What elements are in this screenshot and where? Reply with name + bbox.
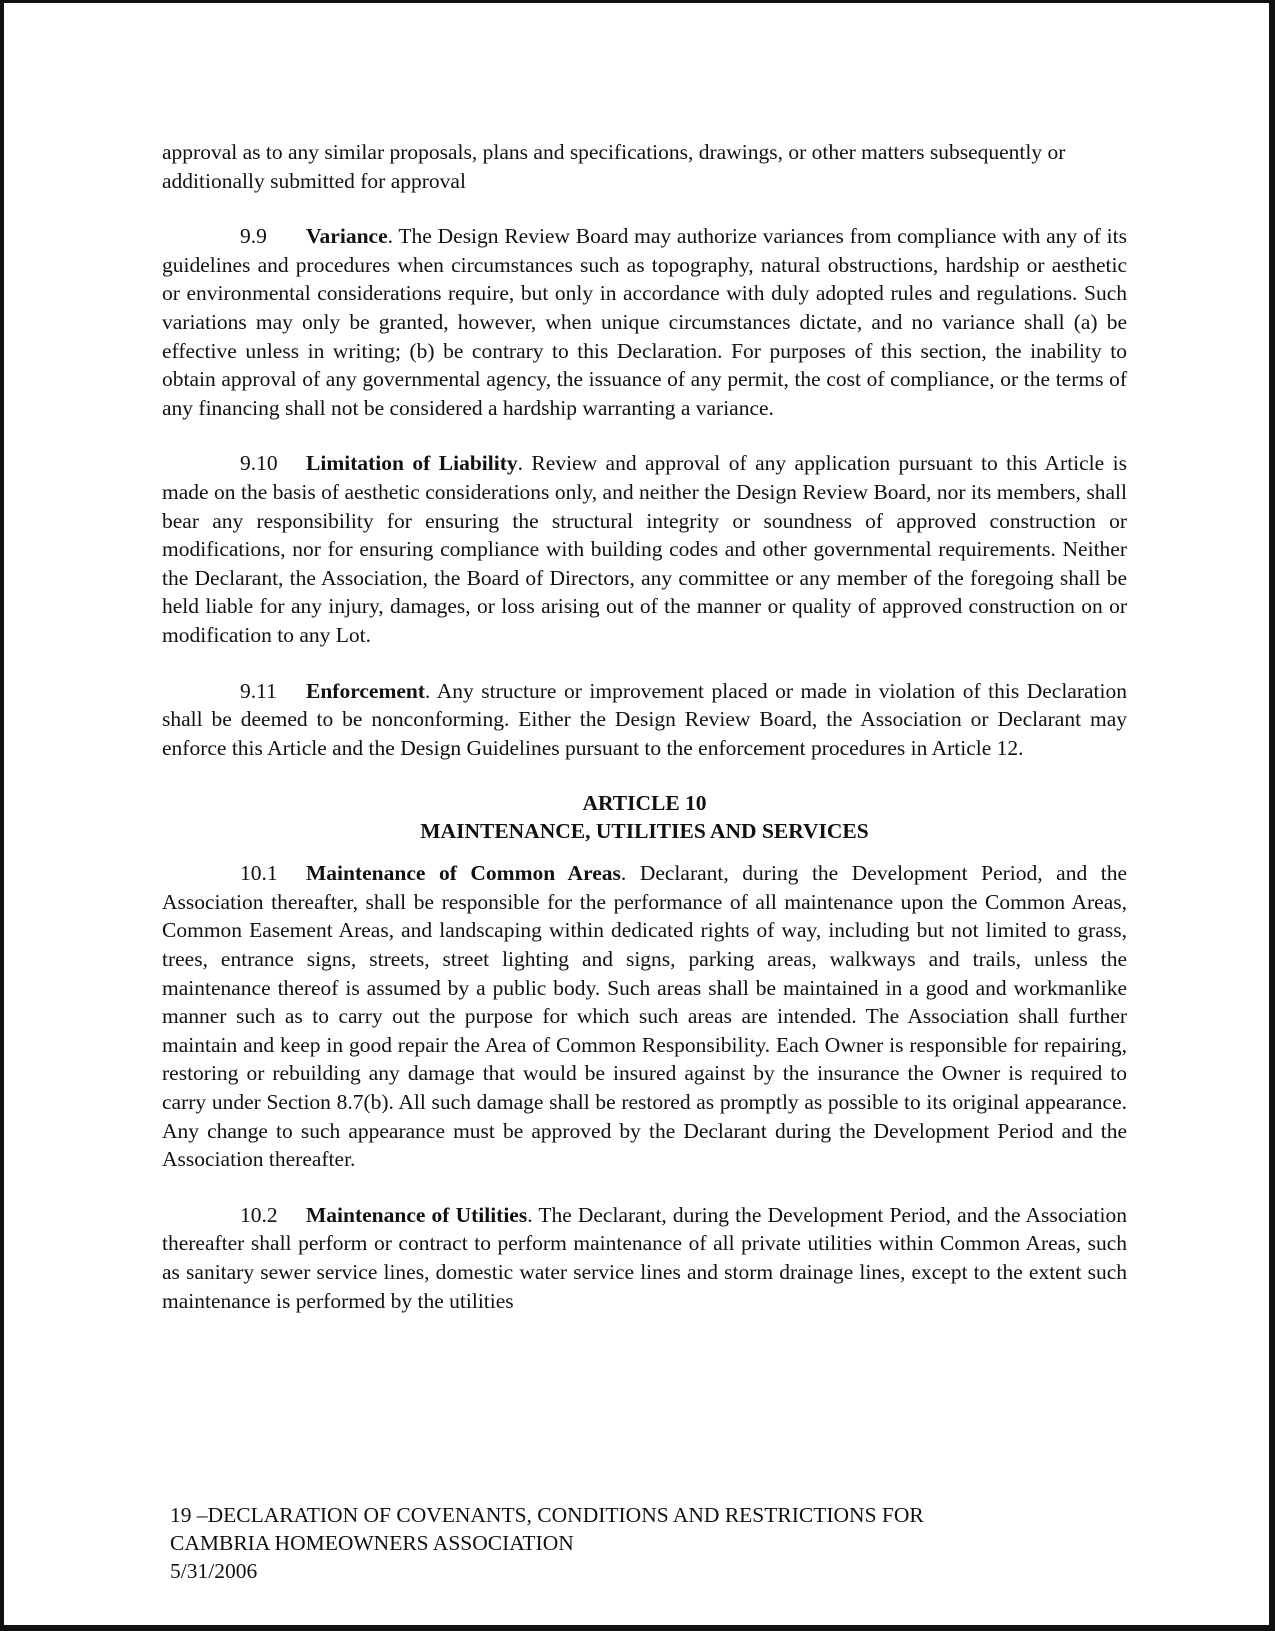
section-number: 9.9	[240, 224, 267, 249]
footer-date: 5/31/2006	[170, 1559, 258, 1583]
document-body	[162, 138, 1127, 1342]
section-title: Limitation of Liability	[306, 451, 518, 476]
section-10-1	[162, 859, 1127, 1174]
scan-border-left	[0, 0, 4, 1631]
scan-border-bottom	[0, 1625, 1275, 1631]
section-title: Maintenance of Common Areas	[306, 861, 621, 886]
section-title: Variance	[306, 224, 388, 249]
article-title: MAINTENANCE, UTILITIES AND SERVICES	[420, 819, 869, 844]
scan-border-top	[0, 0, 1275, 3]
section-text: . The Design Review Board may authorize variances from compliance with any of its guidelines and procedures when circumstances such as topography, natural obstructions, hardship or aesthetic or environmental considerations require, but only in accordance with duly adopted rules and regulations. Such variations may only be granted, however, when unique circumstances dictate, and no variance shall (a) be effective unless in writing; (b) be contrary to this Declaration. For purposes of this section, the inability to obtain approval of any governmental agency, the issuance of any permit, the cost of compliance, or the terms of any financing shall not be considered a hardship warranting a variance.	[162, 224, 1127, 420]
section-9-11	[162, 677, 1127, 763]
section-text: . Declarant, during the Development Period, and the Association thereafter, shall be responsible for the performance of all maintenance upon the Common Areas, Common Easement Areas, and landscaping within dedicated rights of way, including but not limited to grass, trees, entrance signs, streets, street lighting and signs, parking areas, walkways and trails, unless the maintenance thereof is assumed by a public body. Such areas shall be maintained in a good and workmanlike manner such as to carry out the purpose for which such areas are intended. The Association shall further maintain and keep in good repair the Area of Common Responsibility. Each Owner is responsible for repairing, restoring or rebuilding any damage that would be insured against by the insurance the Owner is required to carry under Section 8.7(b). All such damage shall be restored as promptly as possible to its original appearance. Any change to such appearance must be approved by the Declarant during the Development Period and the Association thereafter.	[162, 861, 1127, 1172]
section-9-10	[162, 449, 1127, 649]
section-10-2	[162, 1201, 1127, 1315]
footer-association-line: CAMBRIA HOMEOWNERS ASSOCIATION	[170, 1531, 574, 1555]
footer-title-line: 19 –DECLARATION OF COVENANTS, CONDITIONS AND RESTRICTIONS FOR	[170, 1503, 924, 1527]
section-number: 9.11	[240, 678, 277, 703]
intro-paragraph: approval as to any similar proposals, plans and specifications, drawings, or other matters subsequently or additionally submitted for approval	[162, 140, 1066, 193]
scan-border-right	[1269, 0, 1275, 1631]
page-footer	[170, 1501, 1070, 1585]
section-title: Enforcement	[306, 678, 426, 703]
article-heading	[162, 789, 1127, 845]
section-number: 10.1	[240, 861, 278, 886]
section-number: 10.2	[240, 1202, 278, 1227]
section-text: . Review and approval of any application pursuant to this Article is made on the basis of aesthetic considerations only, and neither the Design Review Board, nor its members, shall bear any responsibility for ensuring the structural integrity or soundness of approved construction or modifications, nor for ensuring compliance with building codes and other governmental requirements. Neither the Declarant, the Association, the Board of Directors, any committee or any member of the foregoing shall be held liable for any injury, damages, or loss arising out of the manner or quality of approved construction on or modification to any Lot.	[162, 451, 1127, 647]
section-text: . The Declarant, during the Development Period, and the Association thereafter shall perform or contract to perform maintenance of all private utilities within Common Areas, such as sanitary sewer service lines, domestic water service lines and storm drainage lines, except to the extent such maintenance is performed by the utilities	[162, 1202, 1127, 1313]
section-number: 9.10	[240, 451, 278, 476]
section-text: . Any structure or improvement placed or made in violation of this Declaration shall be deemed to be nonconforming. Either the Design Review Board, the Association or Declarant may enforce this Article and the Design Guidelines pursuant to the enforcement procedures in Article 12.	[162, 678, 1127, 760]
section-title: Maintenance of Utilities	[306, 1202, 528, 1227]
section-9-9	[162, 222, 1127, 422]
article-number: ARTICLE 10	[582, 791, 707, 816]
